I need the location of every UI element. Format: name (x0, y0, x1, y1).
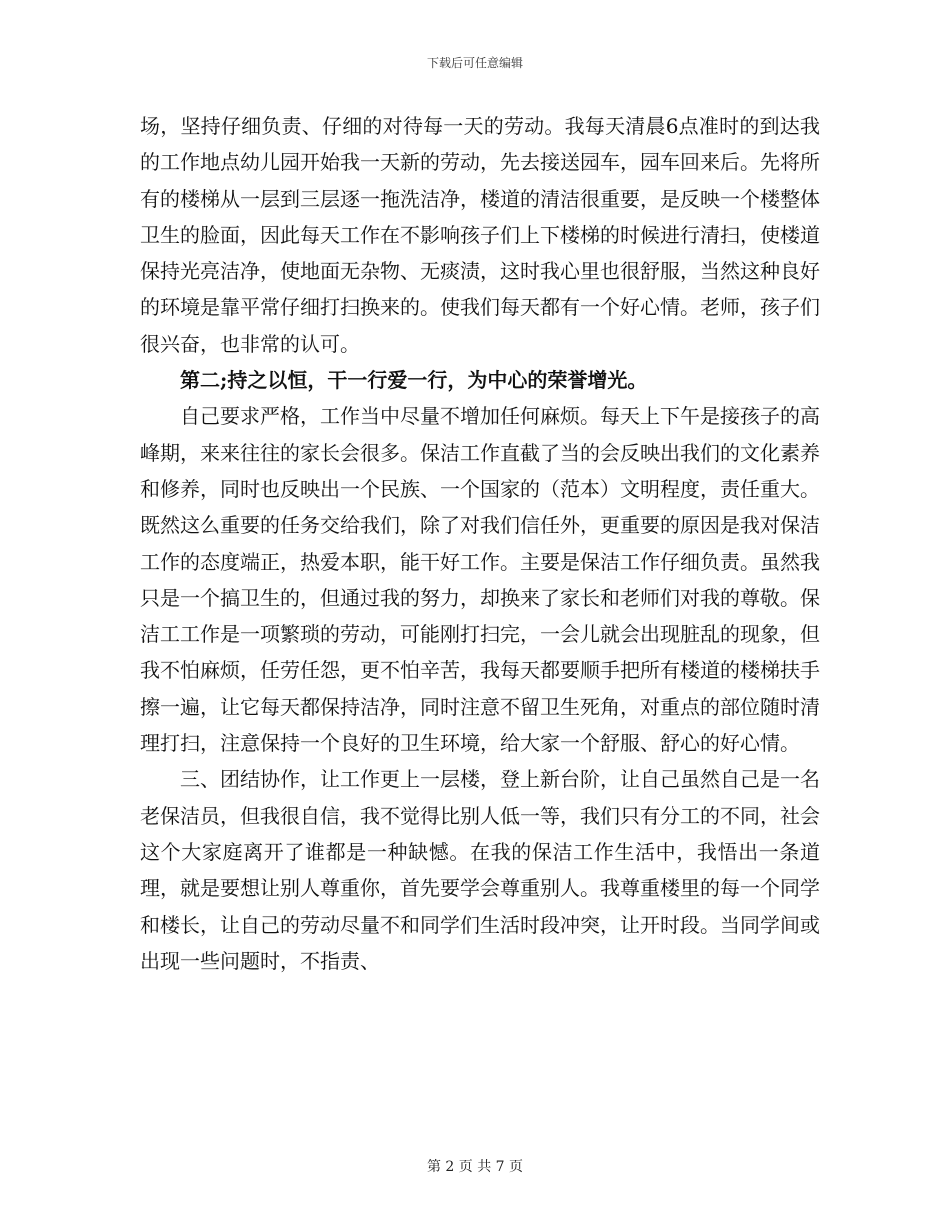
section-heading-two: 第二;持之以恒，干一行爱一行，为中心的荣誉增光。 (180, 368, 648, 393)
document-body (140, 108, 820, 979)
paragraph-continued: 场，坚持仔细负责、仔细的对待每一天的劳动。我每天清晨6点准时的到达我的工作地点幼儿园开始我一天新的劳动，先去接送园车，园车回来后。先将所有的楼梯从一层到三层逐一拖洗洁净，楼道的清洁很重要，是反映一个楼整体卫生的脸面，因此每天工作在不影响孩子们上下楼梯的时候进行清扫，使楼道保持光亮洁净，使地面无杂物、无痰渍，这时我心里也很舒服，当然这种良好的环境是靠平常仔细打扫换来的。使我们每天都有一个好心情。老师，孩子们很兴奋，也非常的认可。 (140, 114, 820, 356)
page-header-note: 下载后可任意编辑 (426, 56, 523, 70)
paragraph-strict-requirements: 自己要求严格，工作当中尽量不增加任何麻烦。每天上下午是接孩子的高峰期，来来往往的家长会很多。保洁工作直截了当的会反映出我们的文化素养和修养，同时也反映出一个民族、一个国家的（范本）文明程度，责任重大。既然这么重要的任务交给我们，除了对我们信任外，更重要的原因是我对保洁工作的态度端正，热爱本职，能干好工作。主要是保洁工作仔细负责。虽然我只是一个搞卫生的，但通过我的努力，却换来了家长和老师们对我的尊敬。保洁工工作是一项繁琐的劳动，可能刚打扫完，一会儿就会出现脏乱的现象，但我不怕麻烦，任劳任怨，更不怕辛苦，我每天都要顺手把所有楼道的楼梯扶手擦一遍，让它每天都保持洁净，同时注意不留卫生死角，对重点的部位随时清理打扫，注意保持一个良好的卫生环境，给大家一个舒服、舒心的好心情。 (140, 404, 820, 756)
page-number-footer: 第 2 页 共 7 页 (426, 1159, 524, 1175)
paragraph-teamwork: 三、团结协作，让工作更上一层楼，登上新台阶，让自己虽然自己是一名老保洁员，但我很自信，我不觉得比别人低一等，我们只有分工的不同，社会这个大家庭离开了谁都是一种缺憾。在我的保洁工作生活中，我悟出一条道理，就是要想让别人尊重你，首先要学会尊重别人。我尊重楼里的每一个同学和楼长，让自己的劳动尽量不和同学们生活时段冲突，让开时段。当同学间或出现一些问题时，不指责、 (140, 767, 820, 973)
